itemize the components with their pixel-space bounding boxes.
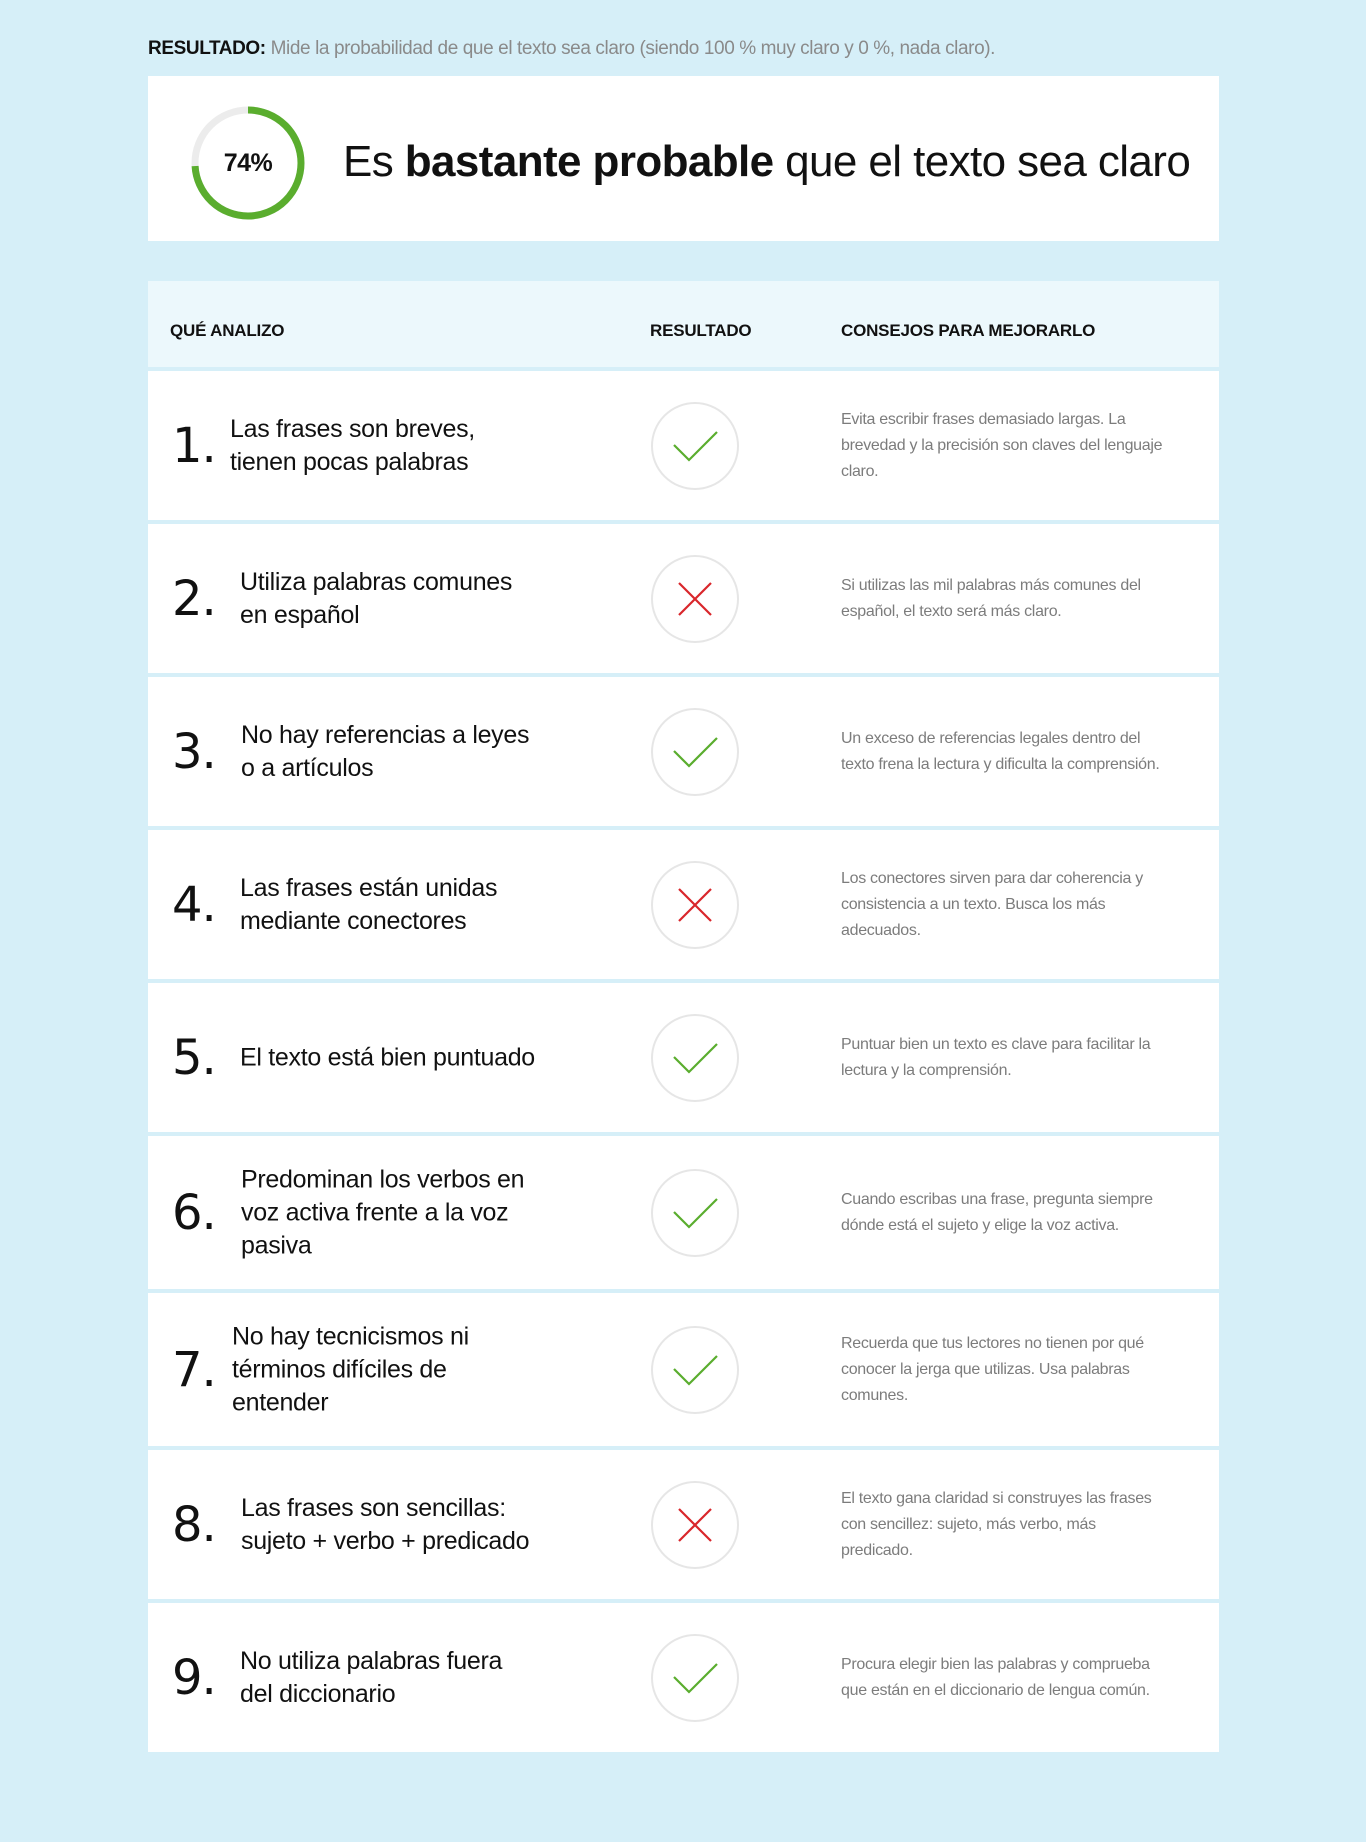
row-criterion [240, 1041, 535, 1074]
row-criterion [232, 1320, 469, 1419]
result-description-text: Mide la probabilidad de que el texto sea claro (siendo 100 % muy claro y 0 %, nada claro). [270, 38, 996, 59]
tip-line: Evita escribir frases demasiado largas. La [841, 410, 1126, 428]
criterion-line: El texto está bien puntuado [240, 1043, 535, 1071]
result-fail [651, 1481, 739, 1569]
row-criterion [241, 1492, 529, 1558]
criterion-line: voz activa frente a la voz [241, 1198, 509, 1226]
table-row [148, 524, 1219, 677]
row-tip [841, 1652, 1186, 1704]
row-number: 9. [172, 1649, 216, 1706]
result-fail [651, 555, 739, 643]
result-pass [651, 1634, 739, 1722]
column-header-result: RESULTADO [650, 321, 752, 340]
check-icon [653, 710, 737, 794]
check-icon [653, 1171, 737, 1255]
criterion-line: No hay referencias a leyes [241, 720, 530, 749]
tip-line: claro. [841, 462, 879, 480]
tip-line: texto frena la lectura y dificulta la comprensión. [841, 755, 1160, 773]
tip-line: conocer la jerga que utilizas. Usa palabras [841, 1360, 1130, 1378]
criterion-line: Utiliza palabras comunes [240, 567, 513, 596]
row-tip [841, 1032, 1186, 1084]
criterion-line: Predominan los verbos en [241, 1165, 525, 1193]
result-pass [651, 1326, 739, 1414]
check-icon [653, 1016, 737, 1100]
tip-line: consistencia a un texto. Busca los más [841, 895, 1106, 913]
cross-icon [653, 557, 737, 641]
tip-line: El texto gana claridad si construyes las frases [841, 1489, 1152, 1507]
row-number: 7. [172, 1341, 216, 1398]
check-icon [653, 1328, 737, 1412]
table-row [148, 1450, 1219, 1603]
row-criterion [240, 566, 512, 632]
row-number: 6. [172, 1184, 216, 1241]
tip-line: adecuados. [841, 921, 921, 939]
criterion-line: del diccionario [240, 1679, 396, 1708]
row-number: 2. [172, 570, 216, 627]
criterion-line: o a artículos [241, 753, 374, 782]
tip-line: Recuerda que tus lectores no tienen por qué [841, 1334, 1144, 1352]
check-icon [653, 1636, 737, 1720]
result-description [148, 38, 995, 60]
row-tip [841, 573, 1186, 625]
criterion-line: No hay tecnicismos ni [232, 1322, 469, 1350]
score-value: 74% [223, 148, 273, 177]
row-criterion [241, 719, 529, 785]
row-number: 8. [172, 1496, 216, 1553]
tip-line: Si utilizas las mil palabras más comunes del [841, 576, 1141, 594]
table-row [148, 371, 1219, 524]
row-tip [841, 866, 1186, 944]
result-pass [651, 708, 739, 796]
criterion-line: Las frases son sencillas: [241, 1493, 506, 1522]
criterion-line: términos difíciles de [232, 1355, 447, 1383]
criterion-line: sujeto + verbo + predicado [241, 1526, 530, 1555]
table-header [148, 281, 1219, 371]
row-tip [841, 1486, 1186, 1564]
criterion-line: Las frases están unidas [240, 873, 498, 902]
criterion-line: No utiliza palabras fuera [240, 1646, 503, 1675]
result-pass [651, 1169, 739, 1257]
check-icon [653, 404, 737, 488]
tip-line: que están en el diccionario de lengua común. [841, 1681, 1150, 1699]
row-criterion [241, 1163, 524, 1262]
criterion-line: Las frases son breves, [230, 414, 475, 443]
score-card [148, 76, 1219, 241]
criterion-line: tienen pocas palabras [230, 447, 469, 476]
row-criterion [240, 872, 497, 938]
tip-line: predicado. [841, 1541, 913, 1559]
tip-line: Un exceso de referencias legales dentro del [841, 729, 1141, 747]
criterion-line: en español [240, 600, 360, 629]
analysis-table [148, 281, 1219, 1756]
column-header-tips: CONSEJOS PARA MEJORARLO [841, 321, 1096, 340]
result-label: RESULTADO: [148, 38, 266, 59]
row-tip [841, 407, 1186, 485]
tip-line: con sencillez: sujeto, más verbo, más [841, 1515, 1096, 1533]
tip-line: brevedad y la precisión son claves del lenguaje [841, 436, 1163, 454]
row-tip [841, 1187, 1186, 1239]
tip-line: Puntuar bien un texto es clave para facilitar la [841, 1035, 1151, 1053]
table-body [148, 371, 1219, 1756]
row-criterion [230, 413, 475, 479]
tip-line: español, el texto será más claro. [841, 602, 1062, 620]
table-row [148, 830, 1219, 983]
score-headline [343, 138, 1190, 186]
headline-bold: bastante probable [404, 137, 774, 186]
row-number: 4. [172, 876, 216, 933]
criterion-line: mediante conectores [240, 906, 467, 935]
headline-pre: Es [343, 137, 405, 186]
tip-line: lectura y la comprensión. [841, 1061, 1012, 1079]
cross-icon [653, 863, 737, 947]
table-row [148, 983, 1219, 1136]
row-number: 5. [172, 1029, 216, 1086]
criterion-line: entender [232, 1388, 329, 1416]
tip-line: dónde está el sujeto y elige la voz activa. [841, 1216, 1119, 1234]
result-fail [651, 861, 739, 949]
table-row [148, 1603, 1219, 1756]
row-number: 1. [172, 417, 216, 474]
tip-line: Los conectores sirven para dar coherencia y [841, 869, 1143, 887]
criterion-line: pasiva [241, 1231, 312, 1259]
tip-line: Cuando escribas una frase, pregunta siempre [841, 1190, 1153, 1208]
row-tip [841, 1331, 1186, 1409]
column-header-analysis: QUÉ ANALIZO [170, 321, 285, 340]
cross-icon [653, 1483, 737, 1567]
result-pass [651, 402, 739, 490]
headline-post: que el texto sea claro [773, 137, 1191, 186]
table-row [148, 1293, 1219, 1450]
row-tip [841, 726, 1186, 778]
row-criterion [240, 1645, 502, 1711]
table-row [148, 677, 1219, 830]
row-number: 3. [172, 723, 216, 780]
tip-line: comunes. [841, 1386, 908, 1404]
tip-line: Procura elegir bien las palabras y comprueba [841, 1655, 1150, 1673]
table-row [148, 1136, 1219, 1293]
result-pass [651, 1014, 739, 1102]
